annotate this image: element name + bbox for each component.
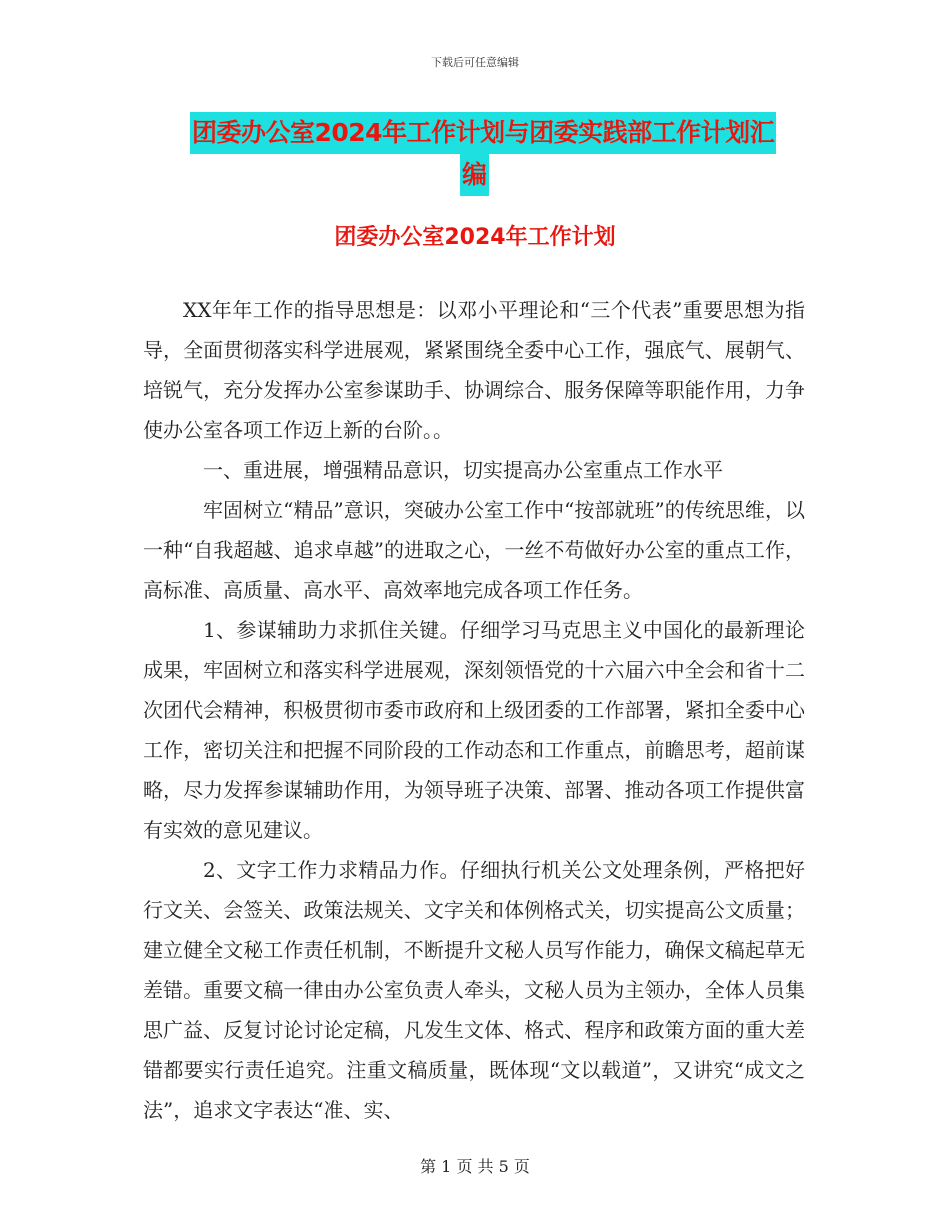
paragraph-intro: XX年年工作的指导思想是：以邓小平理论和“三个代表”重要思想为指导，全面贯彻落实科学进展观，紧紧围绕全委中心工作，强底气、展朝气、培锐气，充分发挥办公室参谋助手、协调综合、服务保障等职能作用，力争使办公室各项工作迈上新的台阶。。	[143, 298, 805, 442]
paragraph: 1、参谋辅助力求抓住关键。仔细学习马克思主义中国化的最新理论成果，牢固树立和落实科学进展观，深刻领悟党的十六届六中全会和省十二次团代会精神，积极贯彻市委市政府和上级团委的工作部署，紧扣全委中心工作，密切关注和把握不同阶段的工作动态和工作重点，前瞻思考，超前谋略，尽力发挥参谋辅助作用，为领导班子决策、部署、推动各项工作提供富有实效的意见建议。	[143, 618, 805, 842]
document-body	[143, 290, 805, 1130]
paragraph-heading: 一、重进展，增强精品意识，切实提高办公室重点工作水平	[203, 458, 723, 482]
paragraph: 牢固树立“精品”意识，突破办公室工作中“按部就班”的传统思维，以一种“自我超越、追求卓越”的进取之心，一丝不苟做好办公室的重点工作，高标准、高质量、高水平、高效率地完成各项工作任务。	[143, 498, 805, 602]
document-title-line2: 编	[460, 154, 489, 196]
page-number: 第 1 页 共 5 页	[420, 1157, 530, 1176]
document-title	[190, 112, 810, 196]
header-note: 下载后可任意编辑	[431, 56, 519, 69]
document-title-line1: 团委办公室2024年工作计划与团委实践部工作计划汇	[190, 112, 776, 154]
section-title: 团委办公室2024年工作计划	[334, 225, 616, 250]
paragraph: 2、文字工作力求精品力作。仔细执行机关公文处理条例，严格把好行文关、会签关、政策法规关、文字关和体例格式关，切实提高公文质量；建立健全文秘工作责任机制，不断提升文秘人员写作能力，确保文稿起草无差错。重要文稿一律由办公室负责人牵头，文秘人员为主领办，全体人员集思广益、反复讨论讨论定稿，凡发生文体、格式、程序和政策方面的重大差错都要实行责任追究。注重文稿质量，既体现“文以载道”，又讲究“成文之法”，追求文字表达“准、实、	[143, 858, 805, 1122]
